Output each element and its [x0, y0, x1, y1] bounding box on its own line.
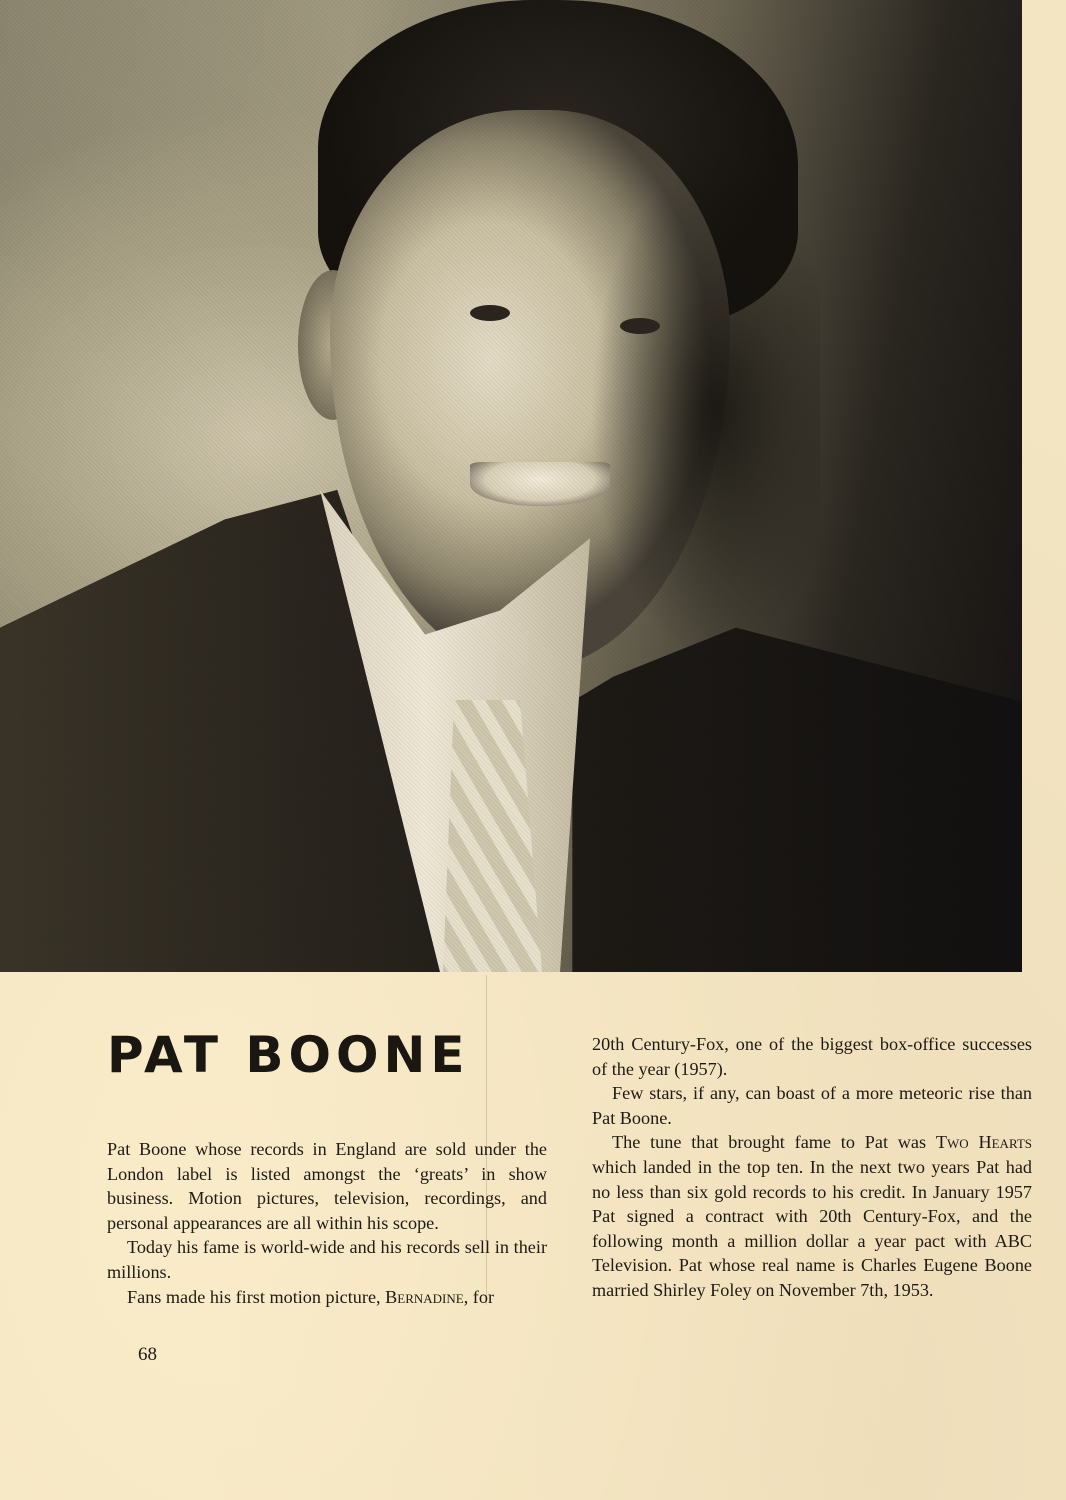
photo-eye-right [620, 318, 660, 334]
paragraph-5 [592, 1130, 1032, 1302]
paragraph-5-tail: which landed in the top ten. In the next two years Pat had no less than six gold records to his credit. In January 1957 Pat signed a contract with 20th Century-Fox, and the following month a million dollar a year pact with ABC Television. Pat whose real name is Charles Eugene Boone married Shirley Foley on November 7th, 1953. [592, 1156, 1032, 1300]
film-title: Bernadine [385, 1286, 464, 1307]
paragraph-5-text: The tune that brought fame to Pat was [612, 1132, 936, 1153]
right-column [592, 1032, 1032, 1303]
paragraph-3-tail: , for [463, 1286, 495, 1307]
paragraph-3 [107, 1285, 547, 1310]
song-title: Two Hearts [935, 1132, 1033, 1153]
left-column [107, 1137, 547, 1309]
photo-shadow [560, 150, 820, 670]
photo-eye-left [470, 305, 510, 321]
photo-smile [470, 462, 610, 506]
paragraph-3-text: Fans made his first motion picture, [127, 1286, 386, 1307]
page-number: 68 [138, 1344, 157, 1365]
article-title: PAT BOONE [107, 1026, 470, 1084]
paragraph-1: Pat Boone whose records in England are sold under the London label is listed amongst the ‘greats’ in show business. Motion pictures, television, recordings, and personal appearances are all within his scope. [107, 1139, 547, 1233]
paragraph-4: Few stars, if any, can boast of a more meteoric rise than Pat Boone. [592, 1083, 1032, 1128]
paragraph-2: Today his fame is world-wide and his records sell in their millions. [107, 1237, 547, 1282]
paragraph-3-continued: 20th Century-Fox, one of the biggest box-office successes of the year (1957). [592, 1034, 1032, 1079]
